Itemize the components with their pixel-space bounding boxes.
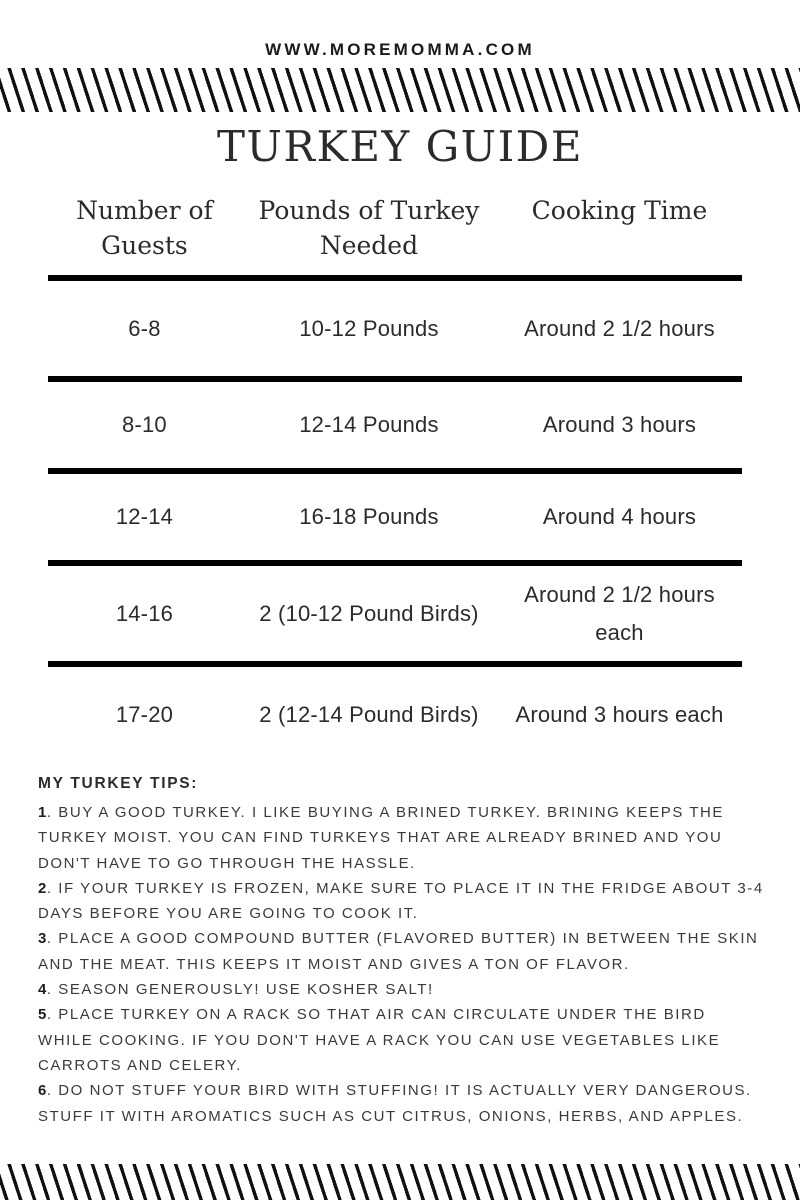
tip-item (38, 926, 764, 977)
tip-number: 1 (38, 804, 47, 821)
column-header-time: Cooking Time (531, 196, 708, 225)
tip-number: 6 (38, 1082, 47, 1100)
cell-pounds: 2 (10-12 Pound Birds) (259, 600, 479, 626)
cell-time: Around 3 hours each (515, 701, 724, 727)
top-stripe-band (0, 68, 800, 112)
tips-heading: MY TURKEY TIPS: (38, 775, 199, 792)
table-row (48, 566, 742, 661)
tip-text: . PLACE TURKEY ON A RACK SO THAT AIR CAN CIRCULATE UNDER THE BIRD WHILE COOKING. IF YOU DON'T HAVE A RACK YOU CAN USE VEGETABLES LIKE CARROTS AND CELERY. (38, 1006, 721, 1074)
cell-time: Around 3 hours (542, 412, 697, 438)
cell-guests: 17-20 (115, 701, 174, 727)
tip-text: . DO NOT STUFF YOUR BIRD WITH STUFFING! IT IS ACTUALLY VERY DANGEROUS. STUFF IT WITH AROMATICS SUCH AS CUT CITRUS, ONIONS, HERBS, AND APPLES. (38, 1082, 752, 1125)
cell-pounds: 16-18 Pounds (299, 504, 439, 530)
cell-guests: 6-8 (128, 315, 161, 341)
table-row (48, 474, 742, 560)
cell-time: Around 2 1/2 hours (524, 315, 715, 341)
tip-number: 4 (38, 981, 47, 999)
tip-number: 3 (38, 930, 47, 948)
site-url: WWW.MOREMOMMA.COM (265, 40, 535, 59)
tip-text: . PLACE A GOOD COMPOUND BUTTER (FLAVORED BUTTER) IN BETWEEN THE SKIN AND THE MEAT. THIS KEEPS IT MOIST AND GIVES A TON OF FLAVOR. (38, 930, 759, 973)
table-header-row (48, 190, 742, 275)
page-title: TURKEY GUIDE (216, 122, 584, 171)
cell-guests: 14-16 (115, 600, 174, 626)
diagonal-stripes-icon (0, 1164, 800, 1200)
column-header-pounds: Pounds of Turkey Needed (258, 196, 480, 260)
cell-guests: 12-14 (115, 504, 174, 530)
tip-item (38, 876, 764, 927)
table-row (48, 281, 742, 376)
turkey-guide-table (48, 190, 742, 762)
tip-item (38, 977, 764, 1002)
tip-number: 5 (38, 1006, 47, 1024)
tip-text: . SEASON GENEROUSLY! USE KOSHER SALT! (46, 981, 434, 999)
tip-number: 2 (38, 879, 47, 897)
tip-item (38, 1002, 764, 1078)
cell-pounds: 10-12 Pounds (299, 315, 439, 341)
table-row (48, 667, 742, 762)
tip-text: . IF YOUR TURKEY IS FROZEN, MAKE SURE TO PLACE IT IN THE FRIDGE ABOUT 3-4 DAYS BEFORE YOU ARE GOING TO COOK IT. (38, 879, 764, 923)
cell-time: Around 2 1/2 hours each (524, 581, 715, 645)
diagonal-stripes-icon (0, 68, 800, 112)
bottom-stripe-band (0, 1164, 800, 1200)
column-header-guests: Number of Guests (76, 196, 213, 260)
cell-pounds: 2 (12-14 Pound Birds) (259, 701, 479, 727)
tip-item (38, 800, 764, 876)
tip-item (38, 1078, 764, 1129)
cell-time: Around 4 hours (542, 504, 697, 530)
table-row (48, 382, 742, 468)
cell-pounds: 12-14 Pounds (299, 412, 439, 438)
cell-guests: 8-10 (122, 412, 167, 438)
turkey-tips-section (38, 775, 764, 1129)
tip-text: . BUY A GOOD TURKEY. I LIKE BUYING A BRINED TURKEY. BRINING KEEPS THE TURKEY MOIST. YOU CAN FIND TURKEYS THAT ARE ALREADY BRINED AND YOU DON'T HAVE TO GO THROUGH THE HASSLE. (38, 804, 724, 872)
